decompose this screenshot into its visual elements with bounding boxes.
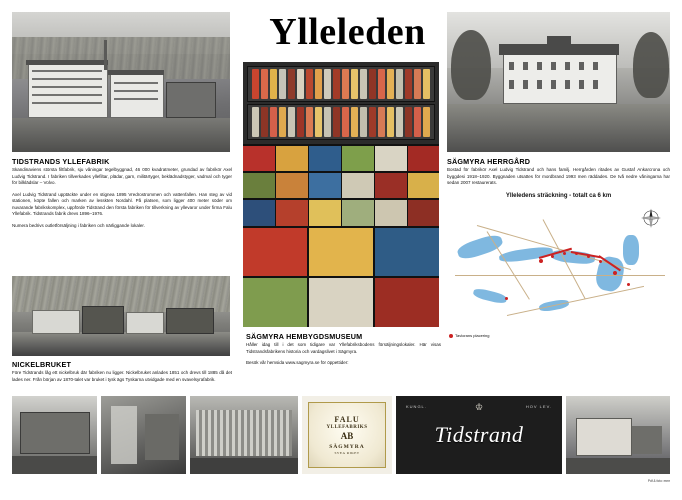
shelf-row-2 bbox=[247, 104, 435, 140]
photo-sagmyra-herrgard bbox=[447, 12, 670, 152]
window bbox=[509, 80, 514, 89]
photo-lawn bbox=[447, 104, 670, 152]
trail-marker[interactable] bbox=[627, 283, 630, 286]
trail-marker[interactable] bbox=[539, 259, 543, 263]
fabric-bolt bbox=[378, 69, 385, 99]
fabric-bolt bbox=[423, 107, 430, 137]
fabric-swatch bbox=[243, 228, 307, 276]
blanket-row bbox=[243, 146, 439, 171]
photo-textile-collage bbox=[243, 62, 439, 327]
blanket-swatch bbox=[342, 146, 374, 171]
window bbox=[537, 80, 542, 89]
photo-ground bbox=[12, 332, 230, 356]
label-line-4: SÄGMYRA bbox=[329, 444, 365, 450]
window-light bbox=[111, 406, 137, 464]
text-tidstrands-yllefabrik bbox=[12, 167, 232, 234]
trail-marker[interactable] bbox=[563, 252, 566, 255]
fabric-bolt bbox=[324, 107, 331, 137]
blanket-row bbox=[243, 200, 439, 225]
photo-tidstrands-yllefabrik bbox=[12, 12, 230, 152]
paragraph: Bostad för fabrikör Axel Ludvig Tidstrand och hans familj. Herrgården ritades av Gustaf Ankarcrona och byggdesi 1918–1920. Byggnaden utsattes för mordbrand 1993 men räddades. De två nedre våningarna har sedan 2007 restaurerats. bbox=[447, 167, 670, 186]
fabric-bolt bbox=[387, 107, 394, 137]
factory-building-main bbox=[28, 64, 108, 118]
window bbox=[551, 62, 556, 70]
fabric-bolt bbox=[351, 69, 358, 99]
brand-right-text: HOV LEV. bbox=[525, 404, 552, 409]
chimney-stack bbox=[104, 40, 107, 70]
brand-left-text: KUNGL. bbox=[406, 404, 427, 409]
blanket-swatch bbox=[408, 146, 439, 171]
label-line-2: YLLEFABRIKS bbox=[326, 425, 368, 430]
photo-folded-blankets bbox=[243, 146, 439, 226]
photo-strip-falu-yllefabrik-label bbox=[302, 396, 392, 474]
heading-sagmyra-hembygdsmuseum: SÄGMYRA HEMBYGDSMUSEUM bbox=[246, 332, 363, 341]
fabric-bolt bbox=[378, 107, 385, 137]
lake-3 bbox=[623, 235, 639, 265]
fabric-bolt bbox=[342, 107, 349, 137]
road bbox=[507, 286, 644, 316]
fabric-bolt bbox=[279, 69, 286, 99]
photo-fabric-bolts-shelves bbox=[243, 62, 439, 144]
legend-label: Tavlorans placering bbox=[455, 333, 490, 338]
window bbox=[593, 80, 598, 89]
fabric-swatch bbox=[243, 278, 307, 327]
window-row-1 bbox=[32, 70, 102, 72]
fabric-bolt bbox=[315, 107, 322, 137]
window-row-8 bbox=[114, 98, 158, 100]
blanket-swatch bbox=[276, 146, 308, 171]
window bbox=[509, 62, 514, 70]
blanket-swatch bbox=[243, 200, 275, 226]
text-sagmyra-hembygdsmuseum bbox=[246, 342, 441, 372]
blanket-swatch bbox=[375, 200, 407, 226]
fabric-bolt bbox=[369, 69, 376, 99]
building bbox=[576, 418, 632, 456]
fabric-bolt bbox=[369, 107, 376, 137]
window bbox=[565, 80, 570, 89]
paragraph: Före Tidstrands låg ett nickelbruk där fabriken nu ligger. Nickelbruket anlades 1851 och drevs till 1885 då det lades ner. Från början av 1870-talet var bruket i tysk ägs Tyskarna utvidgade med en svavelsyrafabrik. bbox=[12, 370, 232, 382]
blanket-swatch bbox=[342, 173, 374, 198]
fabric-bolt bbox=[405, 69, 412, 99]
textile-label-tag bbox=[308, 402, 386, 468]
label-line-1: FALU bbox=[334, 415, 360, 424]
fabric-bolt bbox=[396, 107, 403, 137]
floor bbox=[12, 456, 97, 474]
manor-building bbox=[503, 54, 617, 104]
fabric-bolt bbox=[414, 107, 421, 137]
paragraph: Axel Ludvig Tidstrand upptäckte under en stignea 1895 Vredrostrommen och vattenfallen. Han steg av vid stationen, köpte fallen och marken av lesskten Nordahl. På platsen, som ligger 400 meter söder om nuvarande fabrikskomplex, uppförde Tidstrand den första fabriken för tillverkning av yllevaror under firma Falu Yllefabrik. Tidstrands fabrik drevs 1896–1976. bbox=[12, 191, 232, 217]
fabric-bolt bbox=[315, 69, 322, 99]
blanket-swatch bbox=[408, 200, 439, 226]
paragraph: Skandinaviens största filtfabrik, sju våningar tegelbyggnad, 46 000 kvadratmeter, grundad av fabrikör Axel Ludvig Tidstrand. I fabriken tillverkades yllefiltar, plädar, garn, militärtyger, beklädnadstyger, vadmal och tyger för bilklädslar – Volvo. bbox=[12, 167, 232, 186]
machine bbox=[20, 412, 90, 454]
map-legend bbox=[449, 333, 489, 338]
loom-threads bbox=[196, 410, 292, 456]
text-nickelbruket bbox=[12, 370, 232, 388]
photo-ground bbox=[12, 118, 230, 152]
fabric-swatch bbox=[309, 278, 373, 327]
factory-building-b bbox=[110, 74, 164, 118]
map-title: Ylleledens sträckning - totalt ca 6 km bbox=[505, 193, 612, 199]
works-building-a bbox=[32, 310, 80, 334]
blanket-swatch bbox=[342, 200, 374, 226]
window bbox=[523, 80, 528, 89]
fabric-bolt bbox=[324, 69, 331, 99]
window bbox=[537, 62, 542, 70]
window bbox=[579, 62, 584, 70]
trail-marker[interactable] bbox=[587, 255, 590, 258]
factory-building-c bbox=[166, 82, 216, 118]
fabric-bolt bbox=[288, 107, 295, 137]
factory-roof bbox=[26, 60, 108, 65]
window-row-3 bbox=[32, 86, 102, 88]
works-building-c bbox=[126, 312, 164, 334]
fabric-bolt bbox=[423, 69, 430, 99]
works-building-d bbox=[166, 308, 214, 334]
page-title: Ylleleden bbox=[269, 11, 426, 53]
road bbox=[455, 275, 665, 276]
floor bbox=[190, 458, 298, 474]
heading-tidstrands-yllefabrik: TIDSTRANDS YLLEFABRIK bbox=[12, 157, 110, 166]
fabric-bolt bbox=[306, 69, 313, 99]
fabric-bolt bbox=[360, 107, 367, 137]
shelf-row-1 bbox=[247, 66, 435, 102]
blanket-swatch bbox=[309, 200, 341, 226]
paragraph: Besök vår hemsida www.sagmyra.se för öppettider: bbox=[246, 360, 349, 366]
photo-nickelbruket bbox=[12, 276, 230, 356]
heading-sagmyra-herrgard: SÄGMYRA HERRGÅRD bbox=[447, 157, 531, 166]
fabric-bolt bbox=[333, 69, 340, 99]
tree bbox=[633, 32, 669, 98]
window bbox=[551, 80, 556, 89]
manor-dormer bbox=[547, 36, 571, 46]
blanket-swatch bbox=[243, 173, 275, 198]
brand-wordmark: Tidstrand bbox=[434, 422, 524, 447]
fabric-bolt bbox=[405, 107, 412, 137]
ground bbox=[566, 458, 670, 474]
fabric-bolt bbox=[297, 107, 304, 137]
blanket-row bbox=[243, 173, 439, 198]
heading-nickelbruket: NICKELBRUKET bbox=[12, 360, 72, 369]
compass-rose-icon bbox=[640, 207, 662, 229]
fabric-swatch bbox=[375, 228, 439, 276]
blanket-swatch bbox=[276, 200, 308, 226]
fabric-swatch bbox=[375, 278, 439, 327]
map-ylleleden[interactable] bbox=[447, 205, 670, 340]
fabric-bolt bbox=[261, 69, 268, 99]
trail-marker[interactable] bbox=[551, 255, 554, 258]
blanket-swatch bbox=[408, 173, 439, 198]
photo-strip-weaving-machine bbox=[190, 396, 298, 474]
blanket-swatch bbox=[375, 173, 407, 198]
paragraph: Numera bedrivs outletförsäljning i fabriken och närliggande lokaler. bbox=[12, 222, 145, 228]
fabric-bolt bbox=[279, 107, 286, 137]
fabric-bolt bbox=[333, 107, 340, 137]
credit-text: Pdf & foto: mmr bbox=[647, 479, 670, 483]
blanket-swatch bbox=[243, 146, 275, 171]
fabric-bolt bbox=[252, 69, 259, 99]
photo-strip-mill-interior-2 bbox=[101, 396, 186, 474]
blanket-swatch bbox=[309, 146, 341, 171]
building-b bbox=[632, 426, 662, 454]
window-row-7 bbox=[114, 90, 158, 92]
photo-fabric-swatches bbox=[243, 228, 439, 327]
fabric-bolt bbox=[306, 107, 313, 137]
trail-marker[interactable] bbox=[599, 260, 602, 263]
window-row-6 bbox=[114, 82, 158, 84]
fabric-bolt bbox=[387, 69, 394, 99]
fabric-bolt bbox=[297, 69, 304, 99]
label-line-5: SVEA RIKET bbox=[334, 451, 360, 455]
window-row-2 bbox=[32, 78, 102, 80]
fabric-bolt bbox=[270, 107, 277, 137]
photo-strip-tidstrand-brand-label bbox=[396, 396, 562, 474]
fabric-bolt bbox=[288, 69, 295, 99]
fabric-bolt bbox=[351, 107, 358, 137]
window bbox=[593, 62, 598, 70]
blanket-swatch bbox=[276, 173, 308, 198]
fabric-bolt bbox=[270, 69, 277, 99]
trail-marker[interactable] bbox=[613, 271, 617, 275]
trail-marker[interactable] bbox=[505, 297, 508, 300]
trail-marker[interactable] bbox=[575, 252, 578, 255]
label-line-3: AB bbox=[340, 431, 354, 441]
window-row-5 bbox=[32, 102, 102, 104]
blanket-swatch bbox=[375, 146, 407, 171]
legend-dot-icon bbox=[449, 334, 453, 338]
fabric-bolt bbox=[360, 69, 367, 99]
fabric-swatch bbox=[309, 228, 373, 276]
tree bbox=[451, 30, 491, 100]
paragraph: Håller idag till i det som tidigare var Yllefabriksbodens försäljningslokaler. Här visas Tidstrandsfabrikens historia och vardagslivet i Sägmyra. bbox=[246, 342, 441, 354]
window bbox=[565, 62, 570, 70]
fabric-bolt bbox=[342, 69, 349, 99]
fabric-bolt bbox=[414, 69, 421, 99]
blanket-swatch bbox=[309, 173, 341, 198]
window-row-4 bbox=[32, 94, 102, 96]
machine bbox=[145, 414, 179, 460]
stream bbox=[472, 287, 507, 305]
photo-strip-mill-interior-1 bbox=[12, 396, 97, 474]
fabric-bolt bbox=[252, 107, 259, 137]
text-sagmyra-herrgard bbox=[447, 167, 670, 192]
crown-icon: ♔ bbox=[474, 402, 484, 412]
photo-strip-factory-exterior bbox=[566, 396, 670, 474]
window bbox=[579, 80, 584, 89]
works-building-b bbox=[82, 306, 124, 334]
window bbox=[523, 62, 528, 70]
fabric-bolt bbox=[261, 107, 268, 137]
fabric-bolt bbox=[396, 69, 403, 99]
factory-roof-b bbox=[108, 70, 164, 75]
road bbox=[487, 231, 530, 299]
